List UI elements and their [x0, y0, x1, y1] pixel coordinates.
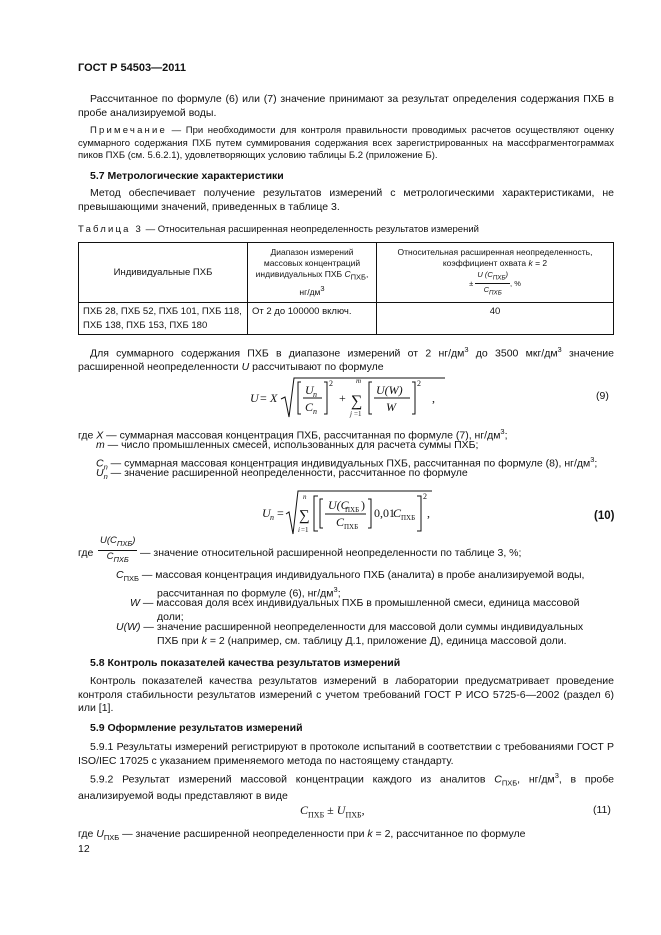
- eq11-C: C: [300, 803, 309, 817]
- last-U-sub: ПХБ: [103, 833, 120, 843]
- table-3-header-range: Диапазон измерений массовых концентраций индивидуальных ПХБ $С_{ПХБ}$, $нг/дм^3$: [248, 243, 377, 303]
- def-W-text1: — массовая доля всех индивидуальных ПХБ в промышленной смеси, единица массовой: [139, 597, 580, 609]
- eq11-pm: ±: [324, 803, 337, 817]
- eq9-equals: =: [260, 391, 267, 405]
- def-UW-line2: [157, 635, 567, 649]
- def-UW-text1: — значение расширенной неопределенности для массовой доли суммы индивидуальных: [140, 621, 584, 633]
- def-W-line2: доли;: [157, 611, 184, 623]
- def-X-symbol: X: [96, 429, 104, 442]
- eq10-comma: ,: [427, 506, 430, 520]
- eq10-bracket-inner-left: [320, 499, 323, 528]
- paragraph-sum-d: рассчитывают по формуле: [249, 361, 384, 373]
- eq9-sum-lower-j: j: [350, 410, 352, 418]
- eq11-C-sub: ПХБ: [308, 810, 325, 820]
- eq9-X: X: [270, 391, 278, 405]
- def2-fraction-den: [98, 551, 137, 566]
- eq9-Un-sub: n: [313, 390, 317, 399]
- eq10-num-sub: ПХБ: [345, 506, 360, 514]
- eq10-C: C: [393, 506, 402, 520]
- section-5-9-2: [78, 769, 614, 804]
- section-5-8-title: 5.8 Контроль показателей качества результатов измерений: [90, 657, 401, 669]
- eq10-den-sub: ПХБ: [344, 523, 359, 531]
- table-3-header-uncertainty-formula: [381, 269, 609, 299]
- eq9-exp2: 2: [417, 379, 421, 388]
- def2-den-sub: ПХБ: [113, 554, 129, 564]
- def-C-pxb-sub: ПХБ: [123, 574, 139, 584]
- eq9-exp1: 2: [329, 379, 333, 388]
- equation-10-number: (10): [594, 510, 615, 522]
- def-Un-text: — значение расширенной неопределенности, рассчитанное по формуле: [107, 467, 468, 479]
- def-Cn-sub: n: [103, 462, 108, 472]
- table-3-h3-den-sub: ПХБ: [489, 289, 502, 297]
- eq9-bracket-right: [324, 382, 327, 414]
- def-C-pxb-line2: рассчитанная по формуле (6), $нг/дм^3$;: [157, 585, 341, 600]
- eq10-equals: =: [277, 506, 284, 520]
- section-5-9-2-a: 5.9.2 Результат измерений массовой концентрации каждого из аналитов: [90, 773, 495, 786]
- def2-fraction-num: $U(C_{ПХБ})$: [98, 535, 137, 551]
- equation-9-number: (9): [596, 390, 609, 402]
- def-W: [130, 597, 580, 611]
- equation-11: [300, 804, 365, 822]
- table-3-header-pcb: Индивидуальные ПХБ: [79, 243, 248, 303]
- last-U: U: [96, 828, 104, 840]
- eq9-UW: U(W): [376, 383, 403, 397]
- eq10-sum-lower-i: i: [298, 526, 300, 534]
- table-3-h3-text-b: = 2: [532, 257, 548, 268]
- def-m-symbol: m: [96, 439, 105, 451]
- def-UW: [116, 621, 583, 635]
- def-W-symbol: W: [130, 597, 140, 609]
- eq10-num: U(C: [328, 498, 349, 512]
- table-3-header-range-text: Диапазон измерений массовых концентраций индивидуальных ПХБ: [255, 247, 361, 280]
- eq10-den: C: [336, 515, 345, 529]
- eq10-sum-lower-eq: =1: [301, 526, 309, 534]
- table-3-h3-pct: , %: [510, 278, 521, 288]
- table-3-h3-fraction: [475, 269, 510, 299]
- eq10-bracket-outer-left: [314, 496, 318, 531]
- section-5-9-2-b: , нг/дм: [517, 773, 555, 786]
- table-3-caption: [78, 223, 479, 237]
- def-C-pxb-text1: — массовая концентрация индивидуального ПХБ (аналита) в пробе анализируемой воды,: [138, 569, 585, 581]
- section-5-9-2-C: C: [494, 773, 502, 786]
- eq9-bracket2-right: [412, 382, 415, 414]
- table-3-h3-pm: ±: [469, 278, 474, 288]
- last-k: k: [367, 828, 373, 840]
- def-UW-symbol: U(W): [116, 621, 141, 633]
- eq9-Cn-sub: n: [313, 407, 317, 416]
- table-3-header-uncertainty-line2: [381, 258, 609, 269]
- unit-power: 3: [500, 427, 505, 436]
- table-3-cell-uncertainty: 40: [377, 303, 614, 335]
- symbol-U: U: [241, 361, 250, 373]
- def-UW-text2a: ПХБ при: [157, 635, 202, 647]
- def-C-pxb-text2: рассчитанная по формуле (6), нг/дм: [157, 587, 334, 600]
- paragraph-sum-b: до 3500 мкг/дм: [468, 347, 558, 360]
- unit-power: 3: [464, 345, 469, 354]
- table-3-header-range-symbol: С: [344, 269, 351, 280]
- last-text-c: = 2, рассчитанное по формуле: [372, 828, 526, 840]
- note-label: Примечание: [90, 125, 167, 136]
- eq11-U-sub: ПХБ: [345, 810, 362, 820]
- def-Un-symbol: U: [96, 467, 104, 479]
- def-where: где: [78, 429, 94, 442]
- section-5-7-title: 5.7 Метрологические характеристики: [90, 170, 284, 182]
- table-3-caption-text: — Относительная расширенная неопределенность результатов измерений: [142, 224, 479, 235]
- def2-den-C: C: [106, 550, 114, 562]
- page-number: 12: [78, 843, 90, 855]
- def-X: где X — суммарная массовая концентрация ПХБ, рассчитанная по формуле (7), $нг/дм^3$;: [78, 427, 508, 442]
- section-5-9-1: 5.9.1 Результаты измерений регистрируют в протоколе испытаний в соответствии с требованиями ГОСТ Р ISO/IEC 17025 с указанием применяемого метода по настоящему стандарту.: [78, 741, 614, 767]
- eq9-Cn: C: [305, 400, 314, 414]
- unit-power: 3: [557, 345, 562, 354]
- equation-11-number: (11): [593, 804, 611, 816]
- eq10-exp: 2: [423, 492, 427, 501]
- eq11-U: U: [336, 803, 346, 817]
- def2-d1-text: — значение относительной расширенной неопределенности по таблице 3, %;: [140, 547, 522, 559]
- def2-num-sub: ПХБ: [116, 538, 133, 548]
- table-3-cell-range: От 2 до 100000 включ.: [248, 303, 377, 335]
- def-Cn-text: — суммарная массовая концентрация индивидуальных ПХБ, рассчитанная по формуле (8), нг/дм: [107, 457, 591, 470]
- eq10-sum-upper: n: [303, 493, 307, 501]
- def-Cn-symbol: C: [96, 457, 104, 470]
- last-text-b: — значение расширенной неопределенности при: [119, 828, 368, 840]
- note-text: — При необходимости для контроля правильности проводимых расчетов осуществляют оценку суммарного содержания ПХБ путем суммирования содержания всех зарегистрированных на массфрагментограммах пиков ПХБ (см. 5.6.2.1), удовлетворяющих условию таблицы Б.2 (приложение Б).: [78, 125, 614, 161]
- table-3: [78, 242, 614, 335]
- table-3-h3-k: k: [528, 257, 533, 268]
- table-3-h3-text-a: коэффициент охвата: [442, 257, 529, 268]
- table-3-cell-pcb-list: ПХБ 28, ПХБ 52, ПХБ 101, ПХБ 118, ПХБ 138, ПХБ 153, ПХБ 180: [79, 303, 248, 335]
- unit-power: 3: [333, 585, 338, 594]
- eq10-num-close: ): [361, 498, 365, 512]
- def2-num-U: U: [100, 535, 107, 546]
- eq9-W: W: [386, 400, 396, 414]
- eq10-sum: ∑: [299, 508, 310, 524]
- table-3-header-range-unit: нг/дм: [299, 286, 321, 297]
- document-header: ГОСТ Р 54503—2011: [78, 62, 186, 74]
- table-3-h3-num: U $(C_{ПХБ})$: [475, 269, 510, 285]
- table-3-header-uncertainty: [377, 243, 614, 303]
- eq10-num-U: U: [328, 498, 337, 512]
- paragraph-sum: [78, 343, 614, 375]
- eq10-num-C: C: [340, 498, 349, 512]
- last-where: где: [78, 828, 97, 840]
- eq10-bracket-outer-right: [417, 496, 421, 531]
- unit-power: 3: [554, 771, 559, 780]
- eq9-U: U: [250, 391, 259, 405]
- eq9-sum-lower-eq: =1: [354, 410, 362, 418]
- eq9-bracket2-left: [369, 382, 372, 414]
- paragraph-sum-c: значение расширенной неопределенности: [78, 347, 615, 373]
- def-UW-text2b: = 2 (например, см. таблицу Д.1, приложение Д), единица массовой доли.: [206, 635, 567, 647]
- def-C-pxb-symbol: C: [116, 569, 124, 581]
- eq10-coef: 0,01: [374, 506, 395, 520]
- def-X-text: — суммарная массовая концентрация ПХБ, рассчитанная по формуле (7), нг/дм: [103, 429, 501, 442]
- def-Un-sub: n: [103, 472, 108, 482]
- table-3-h3-num-sub: ПХБ: [492, 274, 506, 281]
- def-Cn: $C_n$ — суммарная массовая концентрация индивидуальных ПХБ, рассчитанная по формуле (8), $нг/дм^3$;: [96, 455, 598, 472]
- paragraph-result: Рассчитанное по формуле (6) или (7) значение принимают за результат определения содержания ПХБ в пробе анализируемой воды.: [78, 93, 614, 119]
- section-5-7-text: Метод обеспечивает получение результатов измерений с метрологическими характеристиками, не превышающими значений, приведенных в таблице 3.: [78, 187, 614, 213]
- eq9-bracket-left: [298, 382, 301, 414]
- equation-9: [250, 374, 450, 422]
- eq9-sum: ∑: [351, 393, 363, 410]
- definition-U-pxb: [78, 828, 525, 845]
- section-5-9-title: 5.9 Оформление результатов измерений: [90, 722, 303, 734]
- table-3-caption-label: Таблица 3: [78, 224, 143, 235]
- table-3-header-range-sub: ПХБ: [350, 272, 366, 282]
- eq10-bracket-inner-right: [368, 499, 371, 528]
- eq10-U-sub: n: [270, 513, 274, 522]
- eq9-sum-upper: m: [356, 377, 362, 385]
- note: [78, 125, 614, 163]
- eq10-U: U: [262, 506, 271, 520]
- eq10-C-sub: ПХБ: [401, 514, 416, 522]
- table-3-h3-den-text: C: [483, 285, 490, 294]
- table-3-h3-den: [475, 284, 510, 299]
- eq9-plus: +: [339, 391, 346, 405]
- section-5-9-2-c: , в пробе анализируемой воды представляют в виде: [78, 773, 614, 803]
- def2-fraction: [98, 535, 137, 566]
- def-m: [96, 439, 478, 453]
- table-3-h3-num-text: U (C: [477, 269, 493, 279]
- def2-where: где: [78, 547, 94, 559]
- def-Un: [96, 467, 468, 484]
- def-UW-k: k: [201, 635, 207, 647]
- def-m-text: — число промышленных смесей, использованных для расчета суммы ПХБ;: [104, 439, 479, 451]
- paragraph-sum-a: Для суммарного содержания ПХБ в диапазоне измерений от 2 нг/дм: [90, 347, 465, 360]
- unit-power: 3: [590, 455, 595, 464]
- eq9-Un: U: [305, 383, 314, 397]
- eq11-comma: ,: [361, 803, 365, 817]
- def2-num-C: C: [110, 535, 117, 546]
- section-5-9-2-sub: ПХБ: [501, 778, 518, 788]
- section-5-8-text: Контроль показателей качества результатов измерений в лаборатории предусматривает проведение контроля стабильности результатов измерений с учетом требований ГОСТ Р ИСО 5725-6—2002 (раздел 6) или [1].: [78, 675, 614, 714]
- table-3-header-uncertainty-line1: Относительная расширенная неопределенность,: [397, 246, 593, 257]
- equation-10: [262, 487, 442, 539]
- table-3-header-range-unit-power: 3: [320, 283, 325, 293]
- eq9-comma: ,: [432, 391, 435, 405]
